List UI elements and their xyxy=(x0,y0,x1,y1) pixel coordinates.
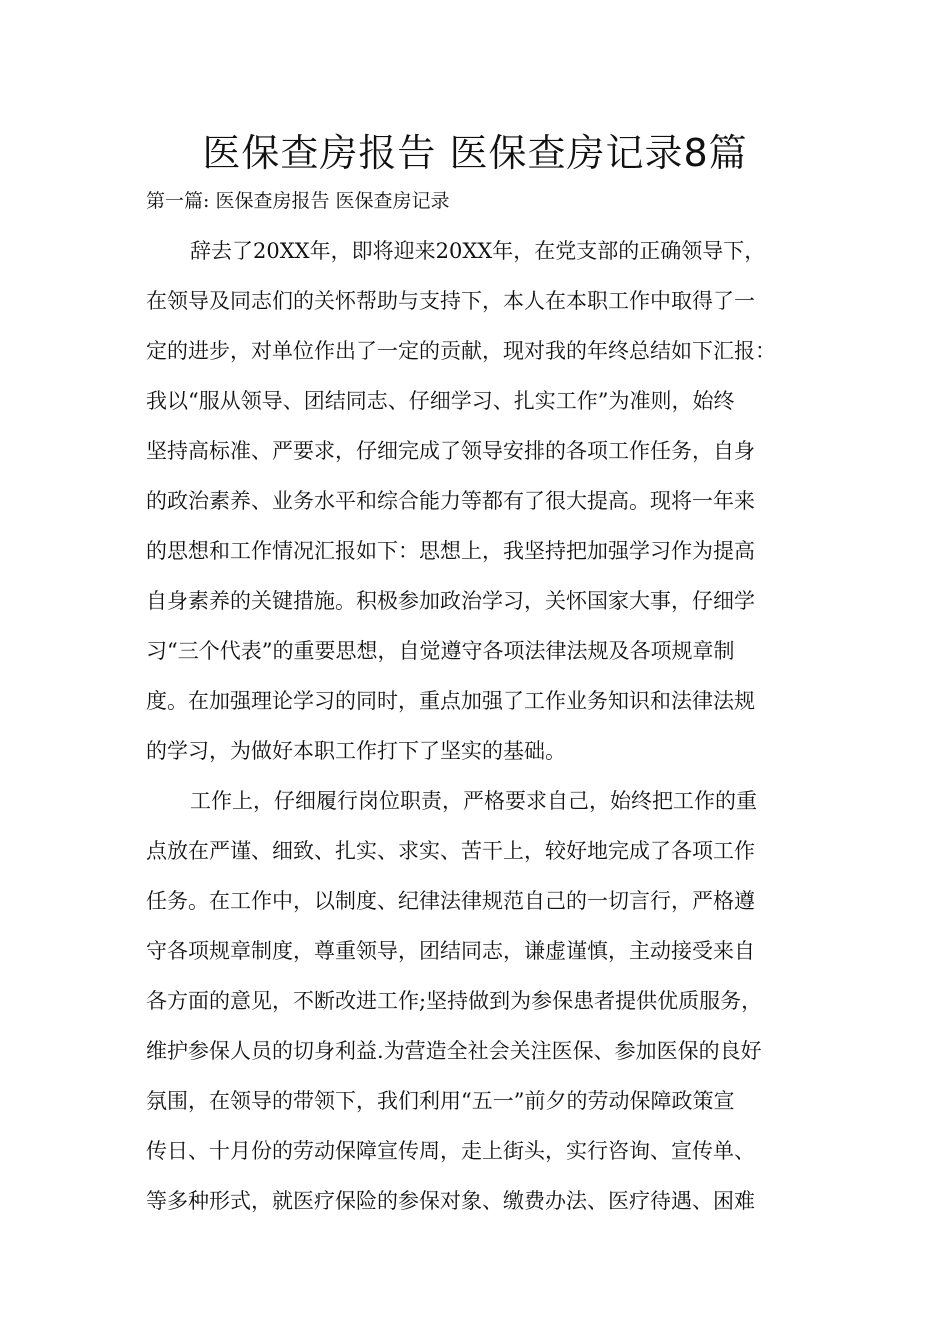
paragraph-line: 等多种形式，就医疗保险的参保对象、缴费办法、医疗待遇、困难 xyxy=(146,1189,755,1213)
paragraph-line: 各方面的意见，不断改进工作;坚持做到为参保患者提供优质服务， xyxy=(146,989,763,1013)
paragraph-line: 维护参保人员的切身利益.为营造全社会关注医保、参加医保的良好 xyxy=(146,1039,762,1063)
paragraph-line: 的学习，为做好本职工作打下了坚实的基础。 xyxy=(146,739,566,763)
paragraph-line: 习“三个代表”的重要思想，自觉遵守各项法律法规及各项规章制 xyxy=(146,639,735,663)
paragraph-line: 工作上，仔细履行岗位职责，严格要求自己，始终把工作的重 xyxy=(190,789,757,813)
paragraph-line: 在领导及同志们的关怀帮助与支持下，本人在本职工作中取得了一 xyxy=(146,289,755,313)
document-subtitle: 第一篇: 医保查房报告 医保查房记录 xyxy=(146,190,450,212)
paragraph-line: 的思想和工作情况汇报如下：思想上，我坚持把加强学习作为提高 xyxy=(146,539,755,563)
paragraph-line: 辞去了20XX年，即将迎来20XX年，在党支部的正确领导下， xyxy=(190,239,766,263)
paragraph-1 xyxy=(146,226,836,776)
paragraph-line: 守各项规章制度，尊重领导，团结同志，谦虚谨慎，主动接受来自 xyxy=(146,939,755,963)
paragraph-line: 点放在严谨、细致、扎实、求实、苦干上，较好地完成了各项工作 xyxy=(146,839,755,863)
paragraph-line: 我以“服从领导、团结同志、仔细学习、扎实工作”为准则，始终 xyxy=(146,389,735,413)
paragraph-line: 定的进步，对单位作出了一定的贡献，现对我的年终总结如下汇报： xyxy=(146,339,776,363)
paragraph-line: 自身素养的关键措施。积极参加政治学习，关怀国家大事，仔细学 xyxy=(146,589,755,613)
paragraph-line: 的政治素养、业务水平和综合能力等都有了很大提高。现将一年来 xyxy=(146,489,755,513)
paragraph-line: 传日、十月份的劳动保障宣传周，走上街头，实行咨询、宣传单、 xyxy=(146,1139,755,1163)
paragraph-2 xyxy=(146,776,836,1226)
paragraph-line: 坚持高标准、严要求，仔细完成了领导安排的各项工作任务，自身 xyxy=(146,439,755,463)
paragraph-line: 度。在加强理论学习的同时，重点加强了工作业务知识和法律法规 xyxy=(146,689,755,713)
document-title: 医保查房报告 医保查房记录8篇 xyxy=(202,131,748,175)
paragraph-line: 氛围，在领导的带领下，我们利用“五一”前夕的劳动保障政策宣 xyxy=(146,1089,735,1113)
document-body xyxy=(146,226,836,1226)
paragraph-line: 任务。在工作中，以制度、纪律法律规范自己的一切言行，严格遵 xyxy=(146,889,755,913)
